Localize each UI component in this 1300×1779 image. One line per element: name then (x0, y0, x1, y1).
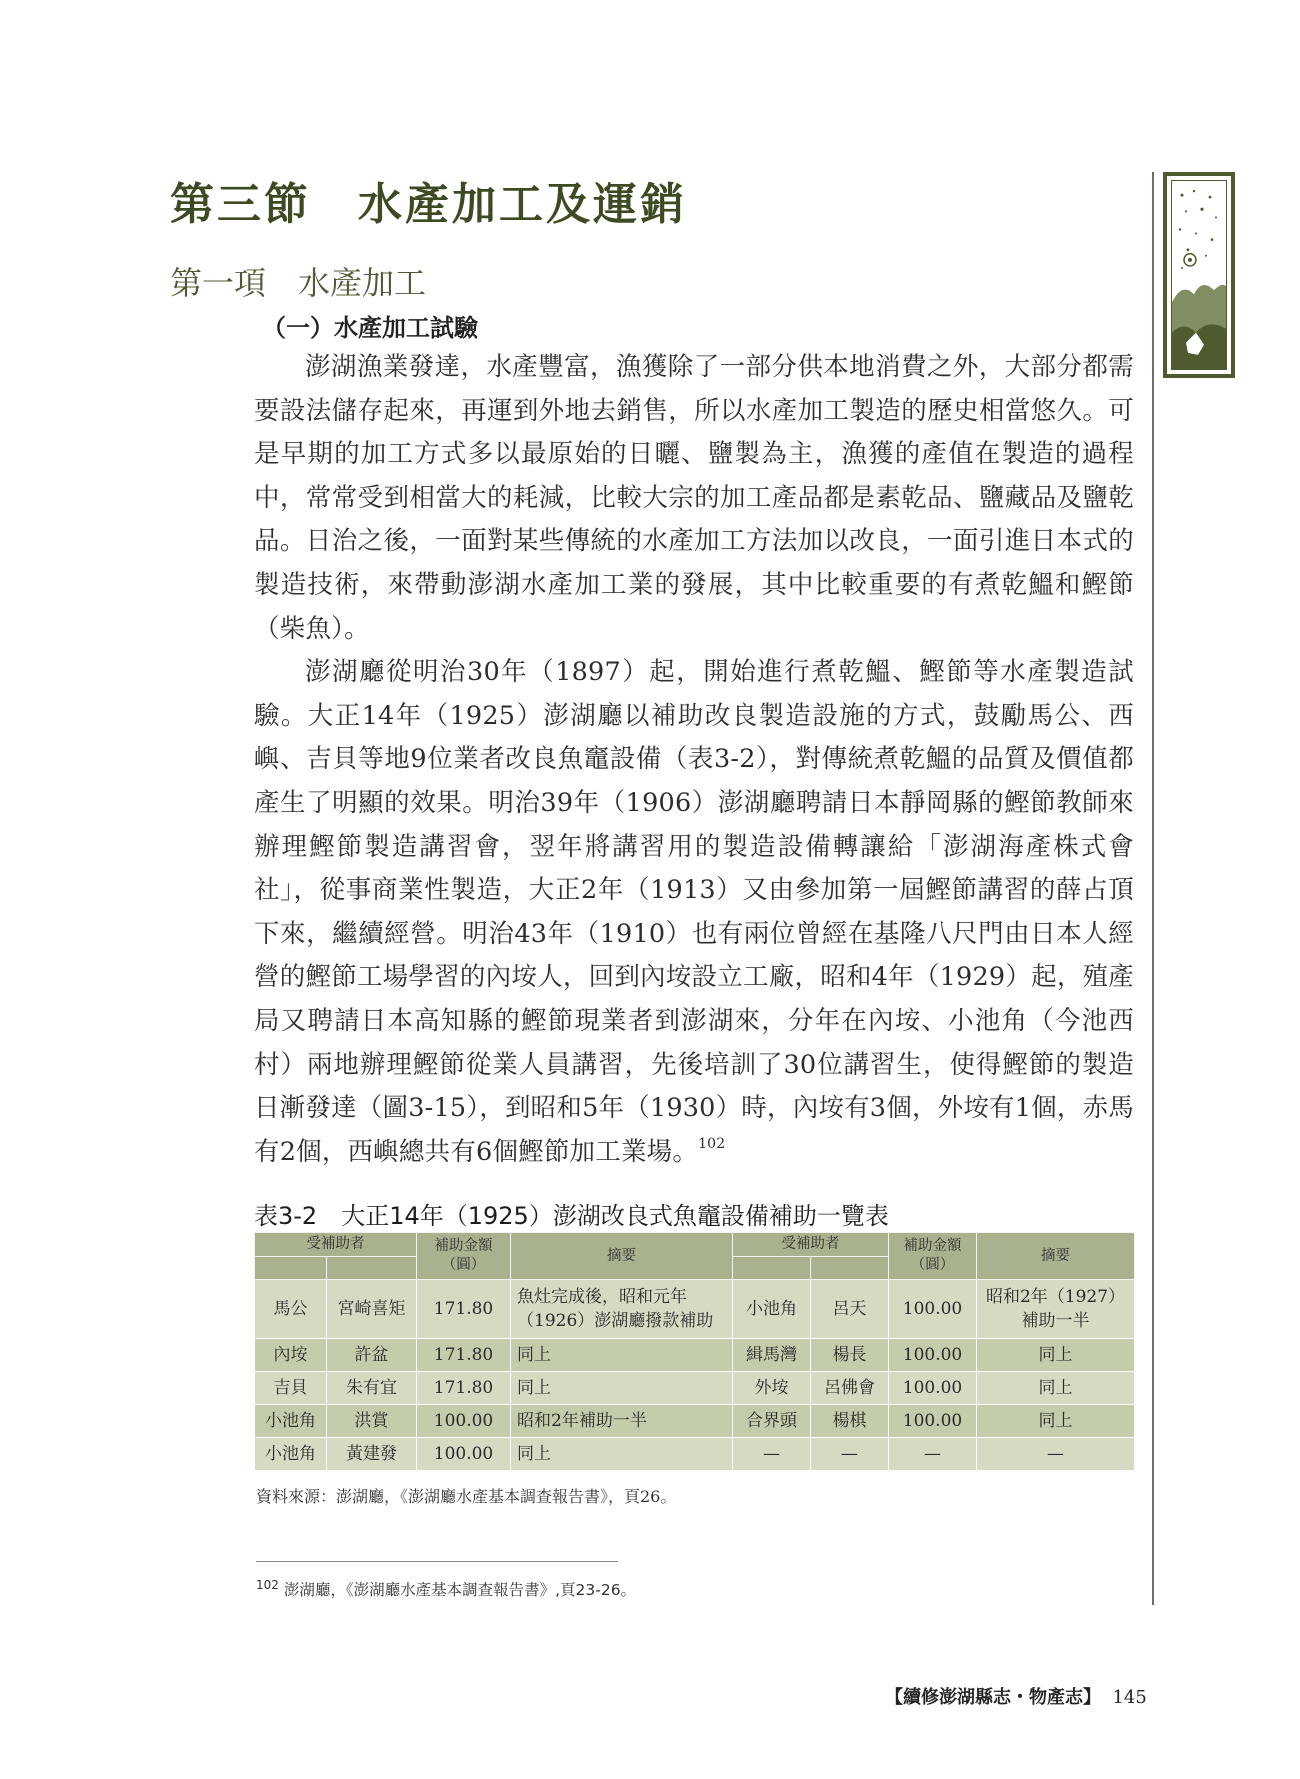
table-row (255, 1280, 1135, 1339)
table-row (255, 1339, 1135, 1372)
footnote-text: 澎湖廳，《澎湖廳水產基本調查報告書》,頁23-26。 (283, 1581, 637, 1599)
cell-note: 魚灶完成後，昭和元年（1926）澎湖廳撥款補助 (511, 1280, 733, 1339)
cell-note: 同上 (511, 1372, 733, 1405)
cell-place: — (733, 1438, 811, 1471)
cell-name: 楊長 (811, 1339, 889, 1372)
cell-note: 昭和2年補助一半 (511, 1405, 733, 1438)
cell-name: 許盆 (327, 1339, 417, 1372)
cell-name: 洪賞 (327, 1405, 417, 1438)
cell-place: 緝馬灣 (733, 1339, 811, 1372)
paragraph-1: 澎湖漁業發達，水產豐富，漁獲除了一部分供本地消費之外，大部分都需要設法儲存起來，再運到外地去銷售，所以水產加工製造的歷史相當悠久。可是早期的加工方式多以最原始的日曬、鹽製為主，漁獲的產值在製造的過程中，常常受到相當大的耗減，比較大宗的加工產品都是素乾品、鹽藏品及鹽乾品。日治之後，一面對某些傳統的水產加工方法加以改良，一面引進日本式的製造技術，來帶動澎湖水產加工業的發展，其中比較重要的有煮乾鰮和鰹節（柴魚）。 (254, 352, 1134, 644)
cell-amount: 171.80 (417, 1372, 511, 1405)
cell-place: 小池角 (733, 1280, 811, 1339)
cell-name: 楊棋 (811, 1405, 889, 1438)
cell-place: 馬公 (255, 1280, 327, 1339)
cell-place: 合界頭 (733, 1405, 811, 1438)
header-recipient: 受補助者 (255, 1233, 417, 1257)
cell-amount: 100.00 (889, 1339, 977, 1372)
cell-amount: 100.00 (417, 1438, 511, 1471)
cell-place: 小池角 (255, 1405, 327, 1438)
cell-note: 同上 (977, 1405, 1135, 1438)
footnote-number: 102 (256, 1578, 279, 1592)
footnote-rule (256, 1561, 618, 1562)
header-recipient-2: 受補助者 (733, 1233, 889, 1257)
header-blank-2 (327, 1257, 417, 1280)
table-row (255, 1438, 1135, 1471)
header-blank-3 (733, 1257, 811, 1280)
footnote-ref-102[interactable]: 102 (698, 1135, 726, 1152)
page-number: 145 (1112, 1687, 1147, 1708)
ornament-pattern (1172, 181, 1226, 369)
header-summary-2: 摘要 (977, 1233, 1135, 1280)
running-footer (885, 1683, 1147, 1709)
table-header-row (255, 1233, 1135, 1257)
header-blank-1 (255, 1257, 327, 1280)
cell-name: — (811, 1438, 889, 1471)
table-title: 表3-2 大正14年（1925）澎湖改良式魚竈設備補助一覽表 (254, 1202, 889, 1230)
margin-rule (1152, 172, 1154, 1605)
body-text (254, 346, 1134, 1174)
table-row (255, 1405, 1135, 1438)
cell-amount: 171.80 (417, 1280, 511, 1339)
cell-name: 黃建發 (327, 1438, 417, 1471)
cell-place: 吉貝 (255, 1372, 327, 1405)
cell-name: 朱有宜 (327, 1372, 417, 1405)
section-title: 第一項 水產加工 (170, 264, 427, 302)
cell-name: 宮崎喜矩 (327, 1280, 417, 1339)
cell-amount: 100.00 (889, 1372, 977, 1405)
header-blank-4 (811, 1257, 889, 1280)
seascape-ornament-icon (1163, 172, 1235, 378)
header-amount: 補助金額 （圓） (417, 1233, 511, 1280)
cell-amount: — (889, 1438, 977, 1471)
table-source: 資料來源：澎湖廳，《澎湖廳水產基本調查報告書》，頁26。 (256, 1487, 677, 1506)
cell-note: 同上 (511, 1339, 733, 1372)
cell-note: 同上 (511, 1438, 733, 1471)
cell-note: — (977, 1438, 1135, 1471)
cell-note: 同上 (977, 1339, 1135, 1372)
header-amount-2: 補助金額 （圓） (889, 1233, 977, 1280)
subsection-title: （一）水產加工試驗 (262, 313, 478, 342)
cell-amount: 171.80 (417, 1339, 511, 1372)
cell-amount: 100.00 (417, 1405, 511, 1438)
cell-amount: 100.00 (889, 1405, 977, 1438)
header-summary: 摘要 (511, 1233, 733, 1280)
cell-name: 呂天 (811, 1280, 889, 1339)
cell-place: 小池角 (255, 1438, 327, 1471)
cell-note: 同上 (977, 1372, 1135, 1405)
paragraph-2-text: 澎湖廳從明治30年（1897）起，開始進行煮乾鰮、鰹節等水產製造試驗。大正14年（1925）澎湖廳以補助改良製造設施的方式，鼓勵馬公、西嶼、吉貝等地9位業者改良魚竈設備（表3-2），對傳統煮乾鰮的品質及價值都產生了明顯的效果。明治39年（1906）澎湖廳聘請日本靜岡縣的鰹節教師來辦理鰹節製造講習會，翌年將講習用的製造設備轉讓給「澎湖海產株式會社」，從事商業性製造，大正2年（1913）又由參加第一屆鰹節講習的薛占頂下來，繼續經營。明治43年（1910）也有兩位曾經在基隆八尺門由日本人經營的鰹節工場學習的內垵人，回到內垵設立工廠，昭和4年（1929）起，殖產局又聘請日本高知縣的鰹節現業者到澎湖來，分年在內垵、小池角（今池西村）兩地辦理鰹節從業人員講習，先後培訓了30位講習生，使得鰹節的製造日漸發達（圖3-15），到昭和5年（1930）時，內垵有3個，外垵有1個，赤馬有2個，西嶼總共有6個鰹節加工業場。 (254, 657, 1134, 1167)
table-row (255, 1372, 1135, 1405)
footnote-102 (256, 1578, 636, 1600)
cell-place: 外垵 (733, 1372, 811, 1405)
book-title: 【續修澎湖縣志・物產志】 (885, 1687, 1101, 1708)
paragraph-2 (254, 651, 1134, 1174)
chapter-title: 第三節 水產加工及運銷 (170, 179, 687, 230)
cell-name: 呂佛會 (811, 1372, 889, 1405)
cell-note: 昭和2年（1927）補助一半 (977, 1280, 1135, 1339)
subsidy-table (254, 1232, 1135, 1471)
cell-amount: 100.00 (889, 1280, 977, 1339)
cell-place: 內垵 (255, 1339, 327, 1372)
